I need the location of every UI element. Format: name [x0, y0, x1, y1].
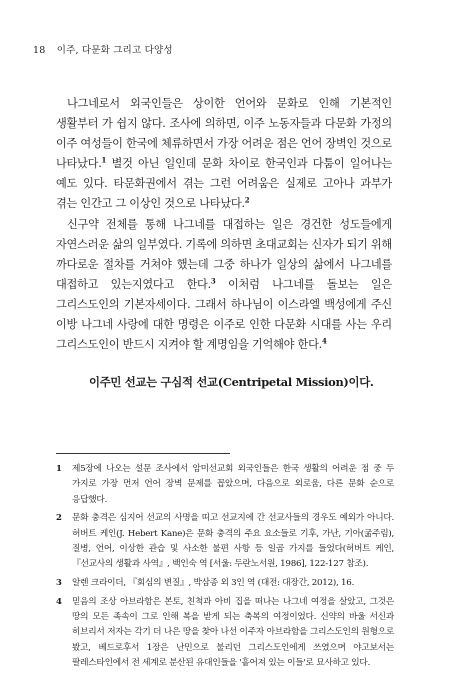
- footnote-3: [56, 576, 394, 591]
- footnote-ref-1[interactable]: 1: [101, 155, 107, 165]
- footnotes: [56, 462, 394, 675]
- footnote-4: [56, 595, 394, 671]
- footnote-number: 3: [56, 578, 62, 589]
- footnote-text: 제5장에 나오는 설문 조사에서 암미선교회 외국인들은 한국 생활의 어려운 점 중 두 가지로 가장 먼저 언어 장벽 문제를 꼽았으며, 다음으로 외로움, 다른 문화 순으로 응답했다.: [72, 464, 394, 505]
- running-header: [33, 42, 173, 56]
- footnote-text: 알렌 크라이더, 『회심의 변질』, 박삼종 외 3인 역 (대전: 대장간, 2012), 16.: [72, 578, 355, 589]
- footnote-divider: [56, 453, 230, 454]
- footnote-number: 1: [56, 464, 62, 474]
- footnote-ref-3[interactable]: 3: [210, 276, 216, 286]
- footnote-1: [56, 462, 394, 508]
- footnote-text: 믿음의 조상 아브라함은 본토, 친척과 아비 집을 떠나는 나그네 여정을 살았고, 그것은 땅의 모든 족속이 그로 인해 복을 받게 되는 축복의 여정이었다. 신약의 바울 서신과 히브리서 저자는 각기 더 나은 땅을 찾아 나선 이주자 아브라함을 그리스도인의 원형으로 봤고, 베드로후서 1장은 난민으로 불리던 그리스도인에게 쓰였으며 야고보서는 팔레스타인에서 전 세계로 분산된 유대인들을 '흩어져 있는 이들'로 묘사하고 있다.: [72, 596, 394, 669]
- page-number: 18: [33, 45, 46, 56]
- paragraph-2: [56, 215, 392, 356]
- footnote-number: 4: [56, 596, 62, 607]
- paragraph-2-text-a: 신구약 전체를 통해 나그네를 대접하는 일은 경건한 성도들에게 자연스러운 삶의 일부였다. 기록에 의하면 초대교회는 신자가 되기 위해 까다로운 절차를 거쳐야 했는데 그중 하나가 일상의 삶에서 나그네를 대접하고 있는지였다고 한다.: [56, 217, 392, 291]
- paragraph-1: [56, 94, 392, 215]
- main-text: [56, 94, 392, 355]
- running-title: 이주, 다문화 그리고 다양성: [56, 45, 173, 56]
- footnote-ref-4[interactable]: 4: [321, 336, 327, 346]
- footnote-ref-2[interactable]: 2: [244, 195, 250, 205]
- section-heading: 이주민 선교는 구심적 선교(Centripetal Mission)이다.: [89, 375, 374, 389]
- footnote-2: [56, 511, 394, 572]
- paragraph-2-text-b: 이처럼 나그네를 돌보는 일은 그리스도인의 기본자세이다. 그래서 하나님이 이스라엘 백성에게 주신 이방 나그네 사랑에 대한 명령은 이주로 인한 다문화 시대를 사는 우리 그리스도인이 반드시 지켜야 할 계명임을 기억해야 한다.: [56, 277, 392, 352]
- paragraph-1-text-b: 별것 아닌 일인데 문화 차이로 한국인과 다툼이 일어나는 예도 있다. 타문화권에서 겪는 그런 어려움은 실제로 고아나 과부가 겪는 인간고 그 이상인 것으로 나타났다.: [56, 157, 392, 211]
- footnote-text: 문화 충격은 심지어 선교의 사명을 띠고 선교지에 간 선교사들의 경우도 예외가 아니다. 허버트 케인(J. Hebert Kane)은 문화 충격의 주요 요소들로 기후, 가난, 기아(굶주림), 질병, 언어, 이상한 관습 및 사소한 불편 사항 등 일곱 가지를 들었다(허버트 케인, 『선교사의 생활과 사역』, 백인숙 역 [서울: 두란노서원, 1986], 122-127 참조).: [72, 513, 394, 570]
- footnote-number: 2: [56, 513, 62, 524]
- paragraph-1-text-a: 나그네로서 외국인들은 상이한 언어와 문화로 인해 기본적인 생활부터 가 쉽지 않다. 조사에 의하면, 이주 노동자들과 다문화 가정의 이주 여성들이 한국에 체류하면서 가장 어려운 점은 언어 장벽인 것으로 나타났다.: [56, 97, 392, 171]
